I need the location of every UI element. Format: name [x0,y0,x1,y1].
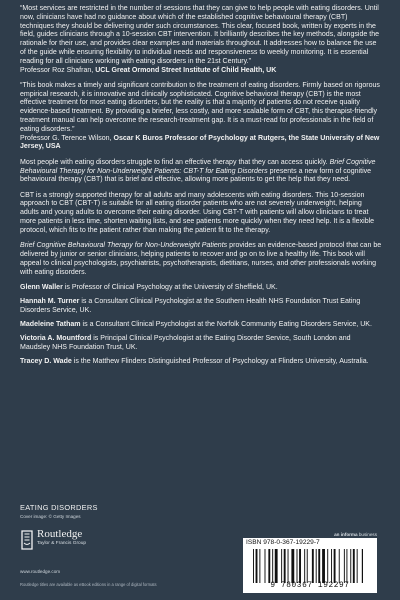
author-bio [20,298,382,316]
author-name: Tracey D. Wade [20,358,72,366]
book-title: Brief Cognitive Behavioural Therapy for Non-Underweight Patients: CBT-T for Eating Disorders [20,158,376,175]
description-text: provides an evidence-based protocol that can be delivered by junior or senior clinicians, helping patients to recover and go on to live a healthy life. This book will appeal to clinical psychologists, psychiatrists, psychotherapists, dietitians, nurses, and other professionals working with eating disorders. [20,242,382,276]
informa-bold: an informa [334,532,358,537]
cover-footer [20,503,382,598]
endorser-affiliation: Oscar K Buros Professor of Psychology at Rutgers, the State University of New Jersey, USA [20,134,380,151]
cover-text [20,5,382,372]
description-paragraph-2: CBT is a strongly supported therapy for all adults and many adolescents with eating disorders. This 10-session approach to CBT (CBT-T) is suitable for all eating disorder patients who are not severely underweight, helping adults and young adults to overcome their eating disorder. Using CBT-T with patients will allow clinicians to treat more patients in less time, shorten waiting lists, and see patients more quickly when they need help. It is a flexible protocol, which fits to the patient rather than making the patient fit to the therapy. [20,191,375,234]
ebook-note: Routledge titles are available as eBook editions in a range of digital formats [20,582,157,587]
author-bio [20,284,382,293]
endorser-affiliation: UCL Great Ormond Street Institute of Child Health, UK [95,66,277,74]
author-bio-text: is the Matthew Flinders Distinguished Professor of Psychology at Flinders University, Australia. [71,358,369,366]
informa-rest: business [357,532,377,537]
endorser-name: Professor Roz Shafran, [20,66,96,74]
endorsement-2 [20,82,382,152]
routledge-logo-icon [20,530,34,550]
author-name: Hannah M. Turner [20,298,80,305]
cover-image-credit: Cover image: © Getty Images [20,514,81,519]
publisher-url: www.routledge.com [20,569,61,574]
publisher-logo [20,528,140,558]
description-text: Most people with eating disorders struggle to find an effective therapy that they can access quickly. [20,158,330,166]
subject-category: EATING DISORDERS [20,503,98,512]
publisher-name: Routledge [37,528,83,540]
endorsement-attribution [20,67,382,76]
endorsement-1 [20,5,382,75]
author-name: Victoria A. Mountford [20,335,92,343]
author-bio [20,321,382,330]
endorsement-quote: “This book makes a timely and significant contribution to the treatment of eating disorders. Firmly based on rigorous empirical research, it is innovative and clinically sophisticated. Cognitive behavioral therapy (CBT) is the most effective treatment for most eating disorders, but the reality is that a majority of patients do not receive quality evidence-based treatment. By providing a briefer, less costly, and more scalable form of CBT, this therapist-friendly treatment manual can help overcome the research-treatment gap. It is a must-read for professionals in the field of eating disorders.” [20,81,380,133]
barcode-icon [253,549,363,583]
author-bio-text: is a Consultant Clinical Psychologist at the Norfolk Community Eating Disorders Service, UK. [80,320,372,328]
description-text: presents a new form of cognitive behavioural therapy (CBT) that is brief and effective, allowing more patients to get the help that they need. [20,167,372,184]
publisher-group: Taylor & Francis Group [37,541,87,546]
barcode-digits: 9 780367 192297 [270,582,350,590]
author-bio-text: is Principal Clinical Psychologist at the Eating Disorder Service, South London and Maudsley NHS Foundation Trust, UK. [20,335,351,351]
description-paragraph-3 [20,242,382,277]
author-name: Glenn Waller [20,283,63,291]
author-name: Madeleine Tatham [20,320,81,328]
author-bio [20,358,382,367]
author-bio-text: is a Consultant Clinical Psychologist at the Southern Health NHS Foundation Trust Eating Disorders Service, UK. [20,298,361,314]
isbn-number: ISBN 978-0-367-19229-7 [246,539,320,546]
book-title: Brief Cognitive Behavioural Therapy for Non-Underweight Patients [20,242,228,250]
author-bio [20,335,382,353]
endorsement-quote: “Most services are restricted in the number of sessions that they can give to help people with eating disorders. Until now, clinicians have had no guidance about which of the established cognitive behavioural therapy (CBT) techniques they should be delivering under such circumstances. This clear, focused book, written by experts in the field, guides clinicians through a 10-session CBT intervention. It brilliantly describes the key methods, alongside the rationale for their use, and provides clear examples and materials throughout. It addresses how to balance the use of the guide while ensuring flexibility to individual needs and responsiveness to weekly monitoring. It is essential reading for all clinicians working with eating disorders in the 21st Century.” [20,5,380,65]
isbn-barcode [243,538,377,593]
description-paragraph-1 [20,159,382,185]
informa-business [334,532,377,537]
endorsement-attribution [20,135,382,153]
endorser-name: Professor G. Terence Wilson, [20,134,114,142]
author-bio-text: is Professor of Clinical Psychology at the University of Sheffield, UK. [62,283,278,291]
